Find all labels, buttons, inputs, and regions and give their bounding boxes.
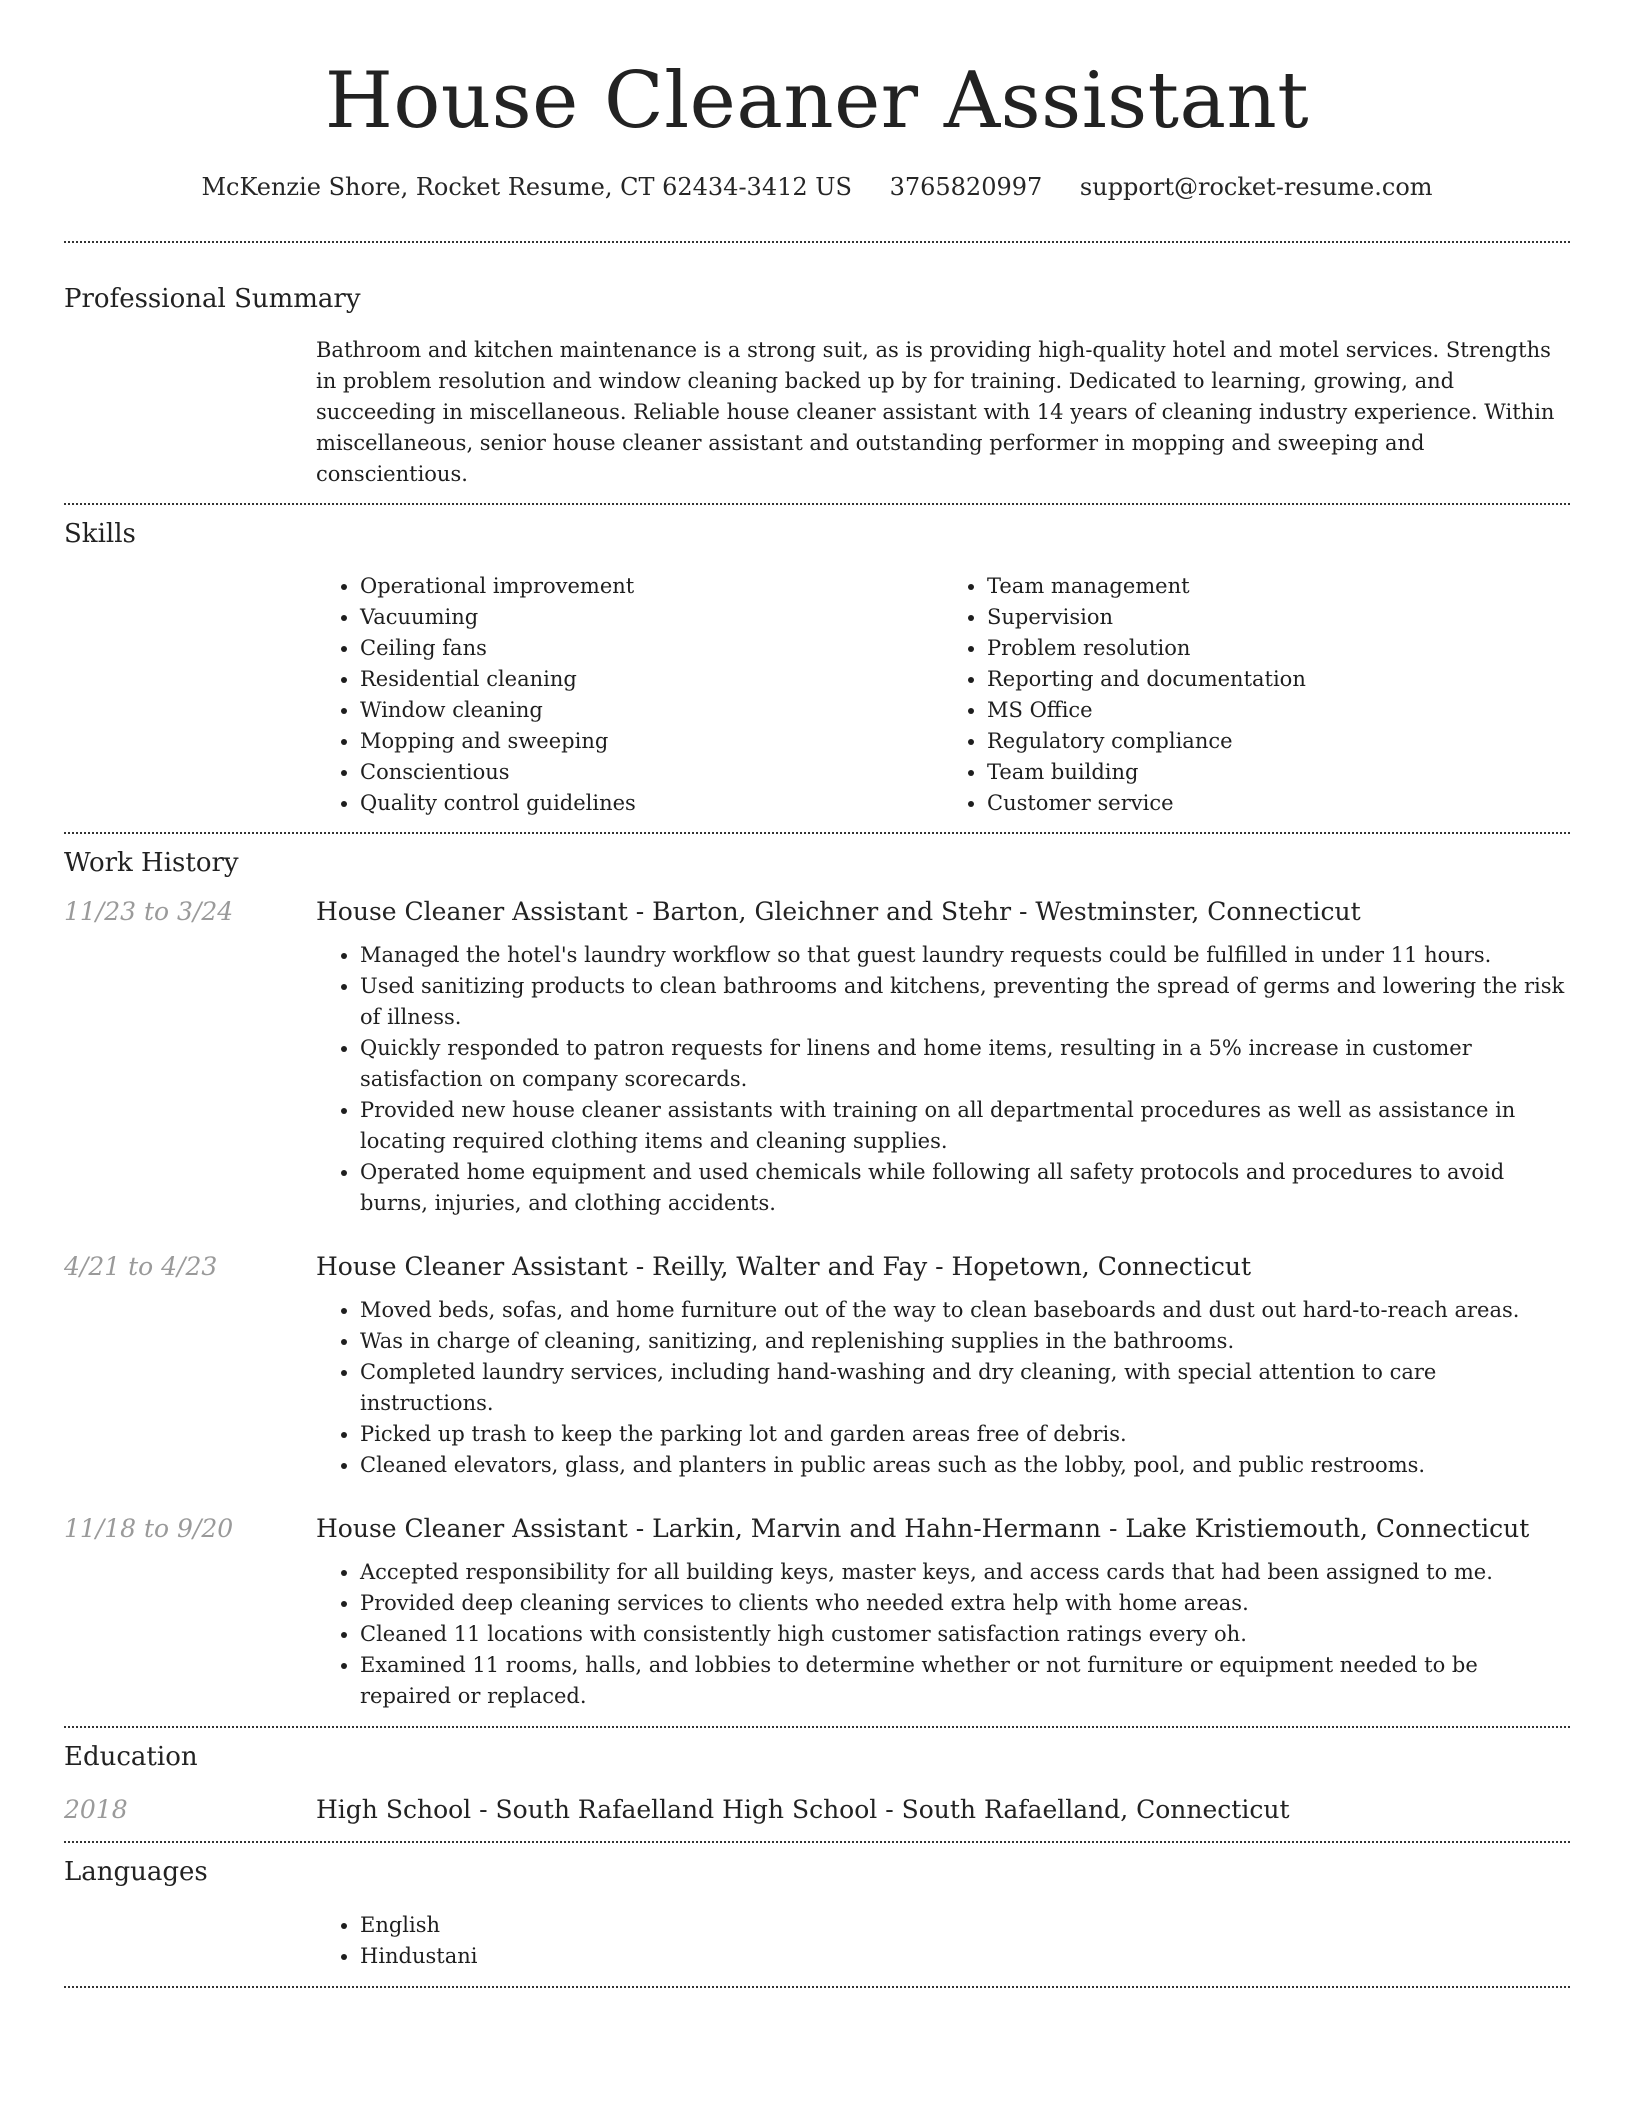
skill-item: • Conscientious — [360, 757, 943, 788]
work-history-heading: Work History — [64, 848, 239, 878]
job-bullet: • Picked up trash to keep the parking lot and garden areas free of debris. — [360, 1419, 1570, 1450]
contact-address: McKenzie Shore, Rocket Resume, CT 62434-3412 US — [201, 173, 852, 201]
job-bullet: • Accepted responsibility for all building keys, master keys, and access cards that had been assigned to me. — [360, 1557, 1570, 1588]
languages-list — [316, 1910, 1570, 1972]
languages-body — [316, 1910, 1570, 1972]
job-list — [64, 894, 1570, 1712]
skills-list — [316, 571, 1570, 819]
skill-item: • Operational improvement — [360, 571, 943, 602]
skills-column-left — [316, 571, 943, 819]
job-bullets — [316, 1295, 1570, 1481]
job-body — [316, 1249, 1570, 1481]
education-section — [64, 1728, 1570, 1828]
job-body — [316, 1511, 1570, 1712]
job-title: House Cleaner Assistant - Reilly, Walter and Fay - Hopetown, Connecticut — [316, 1252, 1252, 1281]
skill-item: • Ceiling fans — [360, 633, 943, 664]
job-body — [316, 894, 1570, 1219]
skill-item: • Vacuuming — [360, 602, 943, 633]
education-year: 2018 — [64, 1795, 128, 1824]
job-bullet: • Provided deep cleaning services to clients who needed extra help with home areas. — [360, 1588, 1570, 1619]
skill-item: • Team building — [987, 757, 1570, 788]
job-bullet: • Operated home equipment and used chemicals while following all safety protocols and procedures to avoid burns, injuries, and clothing accidents. — [360, 1157, 1570, 1219]
summary-body — [316, 335, 1570, 490]
skill-item: • Residential cleaning — [360, 664, 943, 695]
skill-item: • Team management — [987, 571, 1570, 602]
skill-item: • Quality control guidelines — [360, 788, 943, 819]
contact-phone: 3765820997 — [889, 173, 1043, 201]
language-item: • Hindustani — [360, 1941, 1570, 1972]
resume-page — [64, 0, 1570, 1988]
work-history-section — [64, 834, 1570, 1712]
job-dates: 4/21 to 4/23 — [64, 1252, 218, 1281]
divider — [64, 1986, 1570, 1988]
contact-line — [64, 170, 1570, 204]
skills-section — [64, 505, 1570, 819]
job-title: House Cleaner Assistant - Larkin, Marvin and Hahn-Hermann - Lake Kristiemouth, Connecticut — [316, 1514, 1530, 1543]
education-entry — [64, 1792, 1570, 1828]
skill-item: • Mopping and sweeping — [360, 726, 943, 757]
job-dates: 11/18 to 9/20 — [64, 1514, 234, 1543]
job-bullet: • Managed the hotel's laundry workflow so that guest laundry requests could be fulfilled in under 11 hours. — [360, 940, 1570, 971]
summary-text: Bathroom and kitchen maintenance is a strong suit, as is providing high-quality hotel and motel services. Strengths in problem resolution and window cleaning backed up by for training. Dedicated to learning, growing, and succeeding in miscellaneous. Reliable house cleaner assistant with 14 years of cleaning industry experience. Within miscellaneous, senior house cleaner assistant and outstanding performer in mopping and sweeping and conscientious. — [316, 338, 1555, 486]
skill-item: • Reporting and documentation — [987, 664, 1570, 695]
skill-item: • Supervision — [987, 602, 1570, 633]
education-title: High School - South Rafaelland High School - South Rafaelland, Connecticut — [316, 1795, 1290, 1824]
education-heading: Education — [64, 1742, 198, 1772]
skill-item: • Customer service — [987, 788, 1570, 819]
job-bullet: • Used sanitizing products to clean bathrooms and kitchens, preventing the spread of germs and lowering the risk of illness. — [360, 971, 1570, 1033]
skill-item: • MS Office — [987, 695, 1570, 726]
summary-section — [64, 243, 1570, 490]
job-entry — [64, 894, 1570, 1219]
job-dates: 11/23 to 3/24 — [64, 897, 234, 926]
job-bullet: • Moved beds, sofas, and home furniture out of the way to clean baseboards and dust out hard-to-reach areas. — [360, 1295, 1570, 1326]
skill-item: • Window cleaning — [360, 695, 943, 726]
job-bullet: • Was in charge of cleaning, sanitizing, and replenishing supplies in the bathrooms. — [360, 1326, 1570, 1357]
languages-section — [64, 1843, 1570, 1972]
job-bullet: • Quickly responded to patron requests for linens and home items, resulting in a 5% increase in customer satisfaction on company scorecards. — [360, 1033, 1570, 1095]
skill-item: • Problem resolution — [987, 633, 1570, 664]
summary-heading: Professional Summary — [64, 284, 361, 314]
job-title: House Cleaner Assistant - Barton, Gleichner and Stehr - Westminster, Connecticut — [316, 897, 1361, 926]
skill-item: • Regulatory compliance — [987, 726, 1570, 757]
job-entry — [64, 1511, 1570, 1712]
languages-heading: Languages — [64, 1857, 208, 1887]
job-bullet: • Provided new house cleaner assistants with training on all departmental procedures as well as assistance in locating required clothing items and cleaning supplies. — [360, 1095, 1570, 1157]
job-bullet: • Completed laundry services, including hand-washing and dry cleaning, with special attention to care instructions. — [360, 1357, 1570, 1419]
candidate-name: House Cleaner Assistant — [324, 56, 1310, 146]
job-bullet: • Cleaned elevators, glass, and planters in public areas such as the lobby, pool, and public restrooms. — [360, 1450, 1570, 1481]
job-bullet: • Examined 11 rooms, halls, and lobbies to determine whether or not furniture or equipment needed to be repaired or replaced. — [360, 1650, 1570, 1712]
skills-column-right — [943, 571, 1570, 819]
job-bullets — [316, 1557, 1570, 1712]
job-bullets — [316, 940, 1570, 1219]
contact-email[interactable]: support@rocket-resume.com — [1079, 173, 1433, 201]
language-item: • English — [360, 1910, 1570, 1941]
job-bullet: • Cleaned 11 locations with consistently high customer satisfaction ratings every oh. — [360, 1619, 1570, 1650]
job-entry — [64, 1249, 1570, 1481]
skills-heading: Skills — [64, 519, 136, 549]
